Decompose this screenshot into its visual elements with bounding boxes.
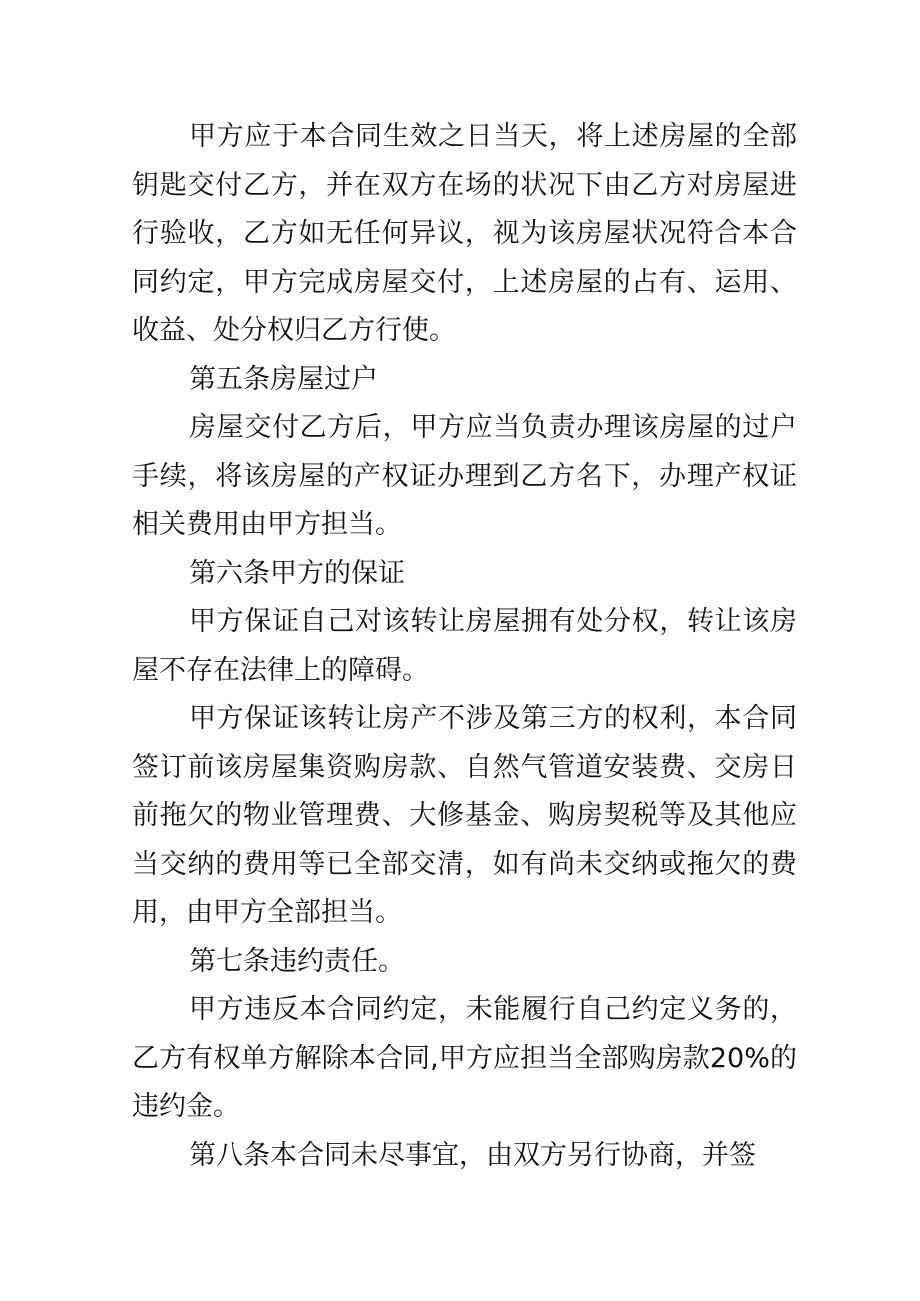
paragraph-key-handover: 甲方应于本合同生效之日当天，将上述房屋的全部钥匙交付乙方，并在双方在场的状况下由乙方对房屋进行验收，乙方如无任何异议，视为该房屋状况符合本合同约定，甲方完成房屋交付，上述房屋的占有、运用、收益、处分权归乙方行使。 xyxy=(132,121,797,346)
paragraph-transfer: 房屋交付乙方后，甲方应当负责办理该房屋的过户手续，将该房屋的产权证办理到乙方名下，办理产权证相关费用由甲方担当。 xyxy=(132,412,797,540)
paragraph-guarantee-2: 甲方保证该转让房产不涉及第三方的权利，本合同签订前该房屋集资购房款、自然气管道安装费、交房日前拖欠的物业管理费、大修基金、购房契税等及其他应当交纳的费用等已全部交清，如有尚未交纳或拖欠的费用，由甲方全部担当。 xyxy=(132,703,797,928)
heading-article-5: 第五条房屋过户 xyxy=(189,363,378,395)
heading-article-7: 第七条违约责任。 xyxy=(189,945,405,977)
heading-article-6: 第六条甲方的保证 xyxy=(189,557,405,589)
paragraph-breach: 甲方违反本合同约定，未能履行自己约定义务的，乙方有权单方解除本合同,甲方应担当全部购房款20%的违约金。 xyxy=(132,994,797,1122)
paragraph-guarantee-1: 甲方保证自己对该转让房屋拥有处分权，转让该房屋不存在法律上的障碍。 xyxy=(132,606,797,686)
paragraph-article-8: 第八条本合同未尽事宜，由双方另行协商，并签 xyxy=(189,1139,756,1171)
document-page xyxy=(132,113,797,1180)
